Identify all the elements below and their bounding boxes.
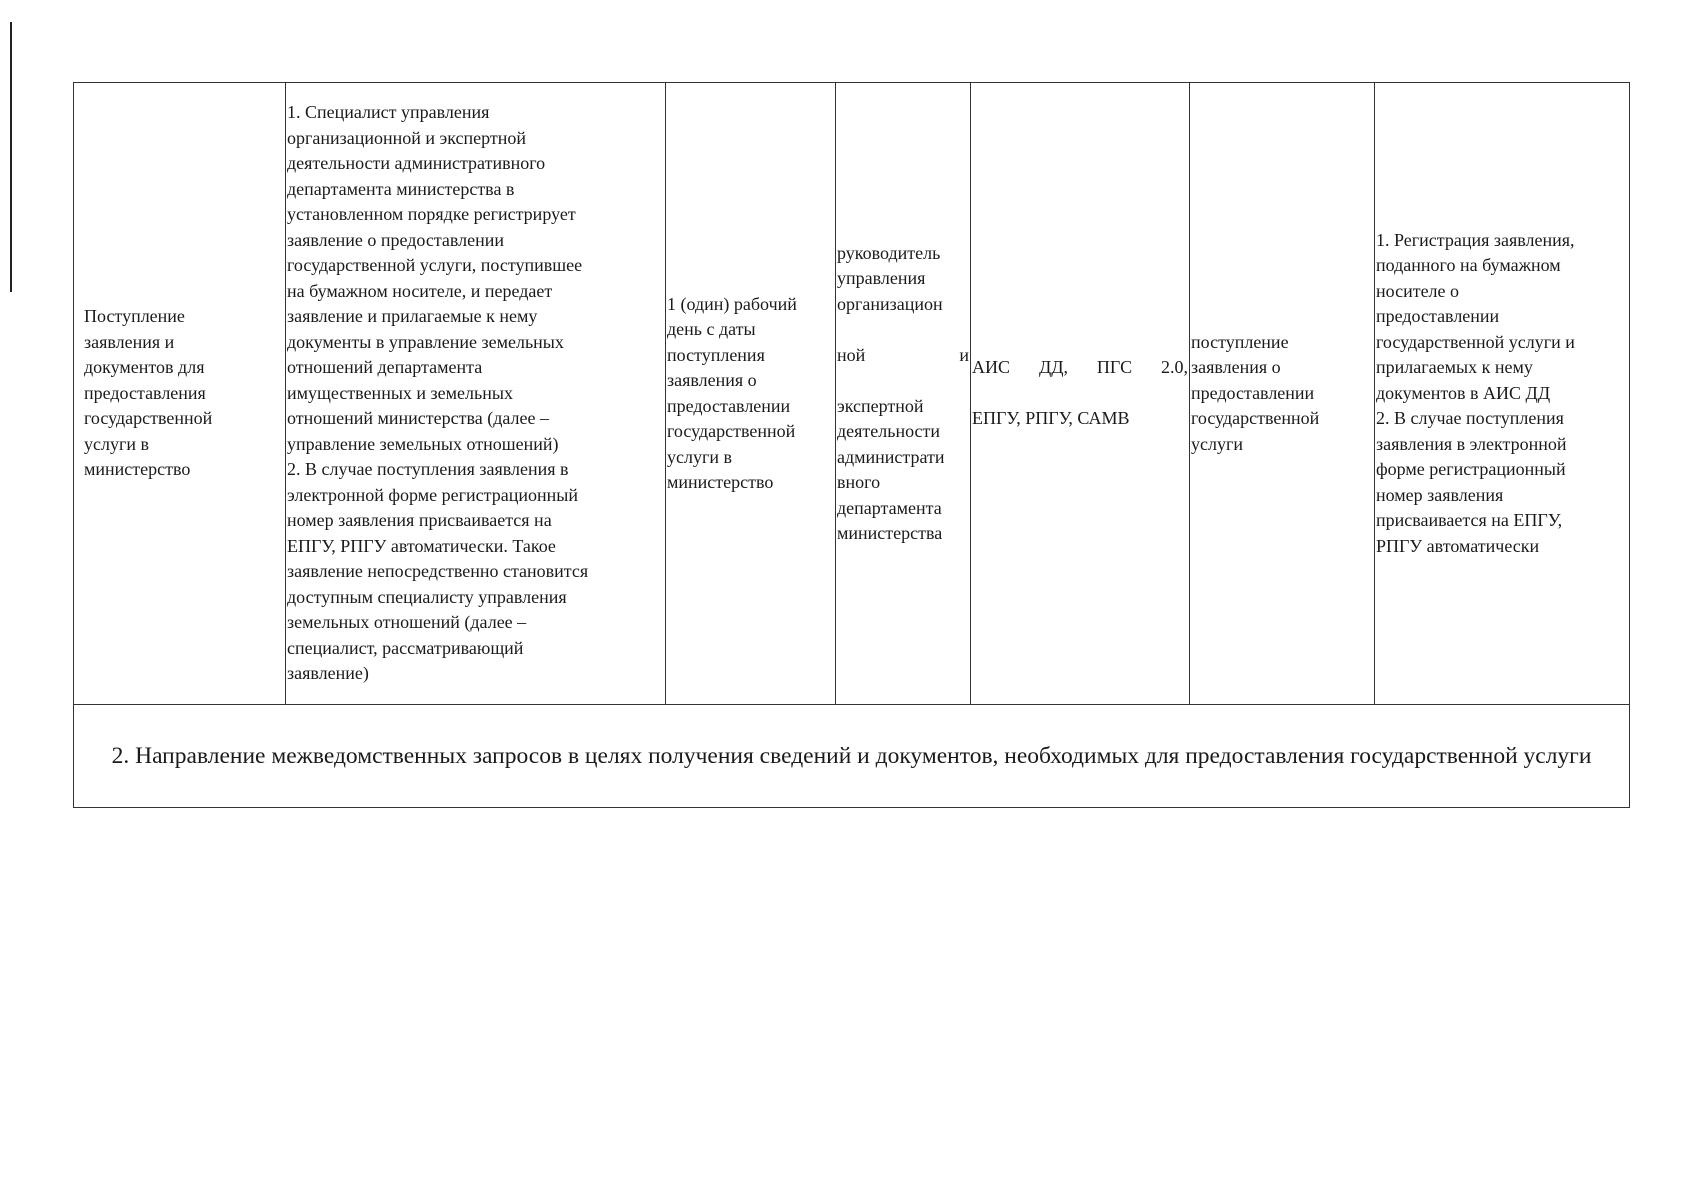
responsible-line-3: экспертной деятельности администрати вного департамента министерства <box>837 395 945 543</box>
criteria-text: поступление заявления о предоставлении государственной услуги <box>1191 331 1320 454</box>
system-word: ДД, <box>1038 357 1068 378</box>
system-word: ПГС <box>1096 357 1133 378</box>
system-cell <box>971 83 1190 705</box>
responsible-word: и <box>959 344 969 365</box>
responsible-cell <box>836 83 971 705</box>
table-row <box>74 83 1630 705</box>
content-cell <box>286 83 666 705</box>
responsible-word: ной <box>837 344 866 365</box>
responsible-line-1: руководитель управления организацион <box>837 242 943 314</box>
stage-text: Поступление заявления и документов для предоставления государственной услуги в министерство <box>84 306 213 480</box>
responsible-text <box>836 213 970 574</box>
content-text: 1. Специалист управления организационной и экспертной деятельности административного департамента министерства в установленном порядке регистрирует заявление о предоставлении государственной услуги, поступившее на бумажном носителе, и передает заявление и прилагаемые к нему документы в управление земельных отношений департамента имущественных и земельных отношений министерства (далее – управление земельных отношений) 2. В случае поступления заявления в электронной форме регистрационный номер заявления присваивается на ЕПГУ, РПГУ автоматически. Такое заявление непосредственно становится доступным специалисту управления земельных отношений (далее – специалист, рассматривающий заявление) <box>287 102 589 684</box>
term-text: 1 (один) рабочий день с даты поступления заявления о предоставлении государственной услуги в министерство <box>667 293 797 492</box>
stage-cell <box>74 83 286 705</box>
result-text: 1. Регистрация заявления, поданного на бумажном носителе о предоставлении государственной услуги и прилагаемых к нему документов в АИС ДД 2. В случае поступления заявления в электронной форме регистрационный номер заявления присваивается на ЕПГУ, РПГУ автоматически <box>1376 229 1575 556</box>
responsible-line-2 <box>837 343 969 369</box>
system-word: АИС <box>972 357 1011 378</box>
system-word: 2.0, <box>1161 357 1189 378</box>
section-heading: 2. Направление межведомственных запросов в целях получения сведений и документов, необходимых для предоставления государственной услуги <box>74 705 1630 808</box>
system-line-1 <box>972 355 1188 381</box>
system-text <box>971 328 1189 460</box>
scan-margin-line <box>10 22 12 292</box>
criteria-cell <box>1190 83 1375 705</box>
term-cell <box>666 83 836 705</box>
procedure-table <box>73 82 1630 808</box>
section-row <box>74 705 1630 808</box>
result-cell <box>1375 83 1630 705</box>
system-line-2: ЕПГУ, РПГУ, САМВ <box>972 408 1130 429</box>
